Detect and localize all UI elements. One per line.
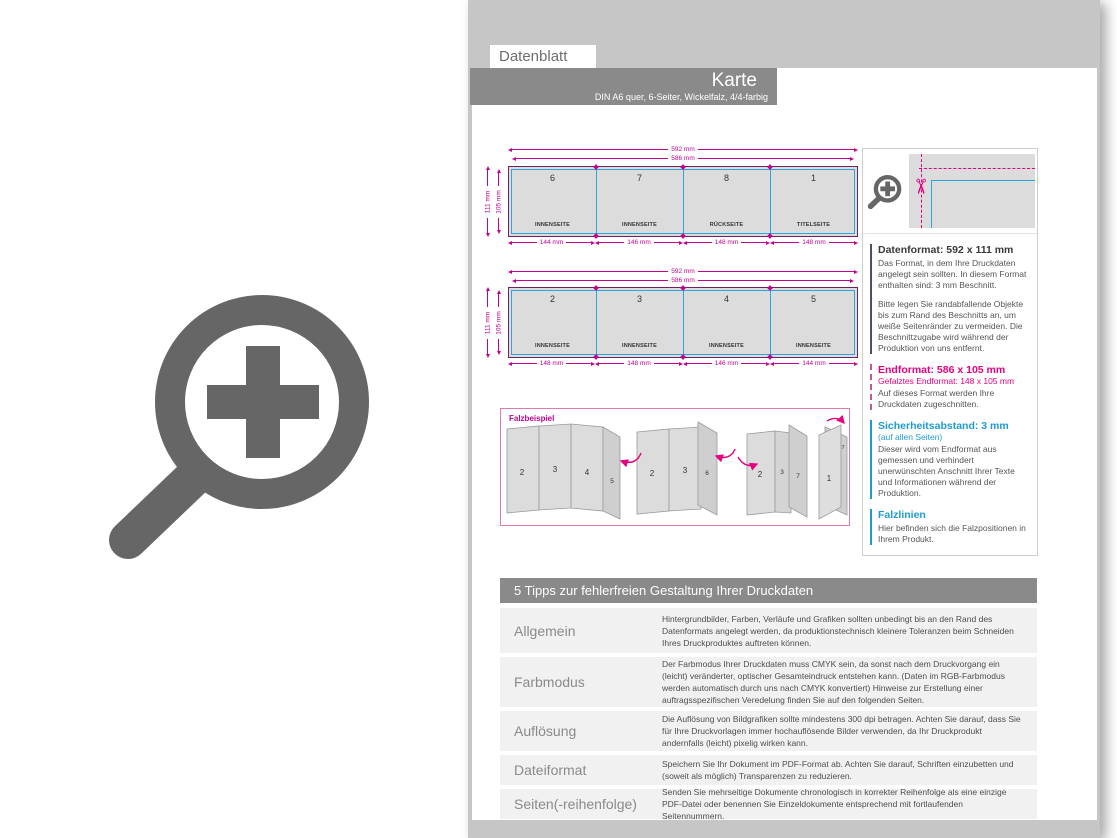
panel-width-dim — [683, 238, 770, 247]
tip-label: Seiten(-reihenfolge) — [514, 796, 637, 812]
table-row — [500, 711, 1037, 751]
fold-page-number: 2 — [649, 469, 655, 478]
tip-text: Die Auflösung von Bildgrafiken sollte mindestens 300 dpi betragen. Achten Sie darauf, dass Sie für Ihre Druckvorlagen immer hochauflösende Bilder verwenden, da Ihr Druckprodukt andernfalls (leicht) pixelig wirken kann. — [662, 714, 1021, 748]
fold-page-number: 3 — [552, 465, 558, 474]
dimension-label: 144 mm — [539, 239, 564, 246]
fold-page-number: 6 — [705, 470, 709, 477]
table-row — [500, 755, 1037, 785]
panel-caption: INNENSEITE — [795, 343, 831, 349]
dimension-label: 148 mm — [539, 360, 564, 367]
panel-width-dim — [683, 359, 770, 368]
tab-datenblatt[interactable]: Datenblatt — [490, 45, 596, 68]
dimension-label: 144 mm — [802, 360, 826, 367]
tip-label: Auflösung — [514, 723, 577, 739]
dimension-label: 586 mm — [671, 155, 695, 162]
tip-text: Der Farbmodus Ihrer Druckdaten muss CMYK sein, da sonst nach dem Druckvorgang ein (leicht) veränderter, optischer Gesamteindruck entstehen kann. (Daten im RGB-Farbmodus werden automatisch durch uns nach CMYK konvertiert) Hinweise zur Erstellung einer auftragsspezifischen Veredelung finden Sie auf den folgenden Seiten. — [662, 659, 1005, 705]
fold-page-number: 2 — [519, 468, 525, 477]
panel-caption: INNENSEITE — [534, 222, 570, 228]
panel-caption: TITELSEITE — [796, 222, 831, 228]
dimension-label: 146 mm — [714, 360, 739, 367]
magnifier-plus-icon — [866, 173, 904, 211]
fold-page-number: 5 — [610, 478, 614, 485]
tip-text: Senden Sie mehrseitige Dokumente chronologisch in korrekter Reihenfolge als eine einzige PDF-Datei oder benennen Sie Einzeldokumente entsprechend mit fortlaufenden Seitennummern. — [662, 787, 1007, 821]
page-number: 1 — [810, 173, 816, 183]
bleed-line — [919, 168, 1035, 169]
section-subtitle: (auf allen Seiten) — [878, 432, 943, 442]
tip-label: Farbmodus — [514, 674, 585, 690]
fold-page-number: 1 — [826, 474, 832, 483]
section-text: Hier befinden sich die Falzpositionen in Ihrem Produkt. — [878, 523, 1026, 544]
title-bar — [470, 68, 777, 105]
page-number: 8 — [723, 173, 729, 183]
dimension-label: 586 mm — [671, 277, 695, 284]
fold-page-number: 7 — [796, 473, 800, 480]
panel-caption: INNENSEITE — [534, 343, 570, 349]
panel-width-dim — [595, 238, 683, 247]
table-row — [500, 657, 1037, 707]
dimension-label: 148 mm — [714, 239, 739, 246]
panel-width-dim — [595, 359, 683, 368]
table-row — [500, 608, 1037, 653]
panel-caption: INNENSEITE — [621, 343, 657, 349]
dimension-outer-height — [483, 287, 492, 358]
fold-page-number: 2 — [757, 470, 763, 479]
page-number: 3 — [636, 294, 642, 304]
panel-caption: INNENSEITE — [621, 222, 657, 228]
page-title: Karte — [711, 70, 757, 91]
info-sidebar — [862, 148, 1038, 556]
magnifier-plus-icon — [92, 282, 392, 572]
page-subtitle: DIN A6 quer, 6-Seiter, Wickelfalz, 4/4-farbig — [594, 92, 768, 102]
fold-stages-illustration — [501, 413, 849, 525]
section-text: Dieser wird vom Endformat aus gemessen und verhindert unerwünschten Anschnitt Ihrer Texte und Informationen während der Produktion. — [878, 444, 1015, 498]
section-sicherheitsabstand — [870, 420, 1029, 499]
dimension-label: 105 mm — [495, 310, 502, 335]
page-number: 4 — [723, 294, 729, 304]
format-diagram-side1 — [508, 166, 858, 237]
dimension-outer-width — [508, 267, 858, 276]
panel-width-dim — [770, 359, 858, 368]
tip-text: Speichern Sie Ihr Dokument im PDF-Format ab. Achten Sie darauf, Schriften einzubetten und (soweit als möglich) Transparenzen zu reduzieren. — [662, 759, 1014, 781]
fold-arrow — [716, 449, 735, 457]
dimension-label: 146 mm — [627, 239, 651, 246]
dimension-outer-height — [483, 166, 492, 237]
dimension-final-height — [494, 290, 503, 355]
fold-page-number: 7 — [841, 445, 845, 451]
fold-example-box — [500, 408, 850, 526]
dimension-final-height — [494, 169, 503, 234]
bleed-detail-inset — [863, 149, 1037, 234]
tip-label: Dateiformat — [514, 762, 587, 778]
dimension-label: 592 mm — [671, 146, 695, 153]
dimension-label: 148 mm — [627, 360, 651, 367]
dimension-label: 111 mm — [484, 190, 491, 213]
dimension-label: 105 mm — [495, 189, 502, 214]
page-number: 2 — [549, 294, 555, 304]
tips-header: 5 Tipps zur fehlerfreien Gestaltung Ihrer Druckdaten — [500, 578, 1037, 603]
section-title: Sicherheitsabstand: 3 mm — [878, 420, 1009, 432]
section-datenformat — [870, 244, 1029, 354]
dimension-label: 592 mm — [671, 268, 695, 275]
panel-width-dim — [770, 238, 858, 247]
fold-example-label: Falzbeispiel — [509, 414, 555, 423]
section-title: Datenformat: 592 x 111 mm — [878, 244, 1014, 256]
section-text: Das Format, in dem Ihre Druckdaten angelegt sein sollten. In diesem Format enthalten sind: 3 mm Beschnitt. — [878, 258, 1027, 290]
format-diagram-side2 — [508, 287, 858, 358]
section-subtitle: Gefalztes Endformat: 148 x 105 mm — [878, 376, 1015, 386]
page-number: 5 — [810, 294, 816, 304]
dimension-label: 148 mm — [802, 239, 826, 246]
fold-page-number: 4 — [584, 468, 590, 477]
corner-detail — [909, 154, 1035, 228]
section-title: Falzlinien — [878, 509, 926, 521]
fold-arrow — [827, 418, 844, 423]
dimension-final-width — [512, 276, 854, 285]
panel-caption: RÜCKSEITE — [709, 222, 744, 228]
section-text: Bitte legen Sie randabfallende Objekte bis zum Rand des Beschnitts an, um weiße Seitenränder zu vermeiden. Die Beschnittzugabe wird während der Produktion von uns entfernt. — [878, 299, 1024, 353]
page-number: 7 — [636, 173, 642, 183]
section-endformat — [870, 364, 1029, 410]
section-falzlinien — [870, 509, 1029, 545]
panel-width-dim — [508, 238, 595, 247]
safety-line — [931, 180, 1035, 181]
section-text: Auf dieses Format werden Ihre Druckdaten zugeschnitten. — [878, 388, 995, 409]
dimension-outer-width — [508, 145, 858, 154]
table-row — [500, 789, 1037, 819]
dimension-label: 111 mm — [484, 311, 491, 334]
page-number: 6 — [549, 173, 555, 183]
fold-page-number: 3 — [780, 469, 784, 476]
tip-text: Hintergrundbilder, Farben, Verläufe und Grafiken sollten unbedingt bis an den Rand des Datenformats angelegt werden, da produktionstechnisch kleinere Toleranzen beim Schneiden Ihres Druckproduktes auftreten können. — [662, 613, 1014, 648]
dimension-final-width — [512, 154, 854, 163]
scissors-icon: ✂ — [908, 177, 932, 196]
panel-caption: INNENSEITE — [708, 343, 744, 349]
panel-width-dim — [508, 359, 595, 368]
tip-label: Allgemein — [514, 622, 576, 639]
fold-page-number: 3 — [682, 466, 688, 475]
section-title: Endformat: 586 x 105 mm — [878, 364, 1006, 376]
